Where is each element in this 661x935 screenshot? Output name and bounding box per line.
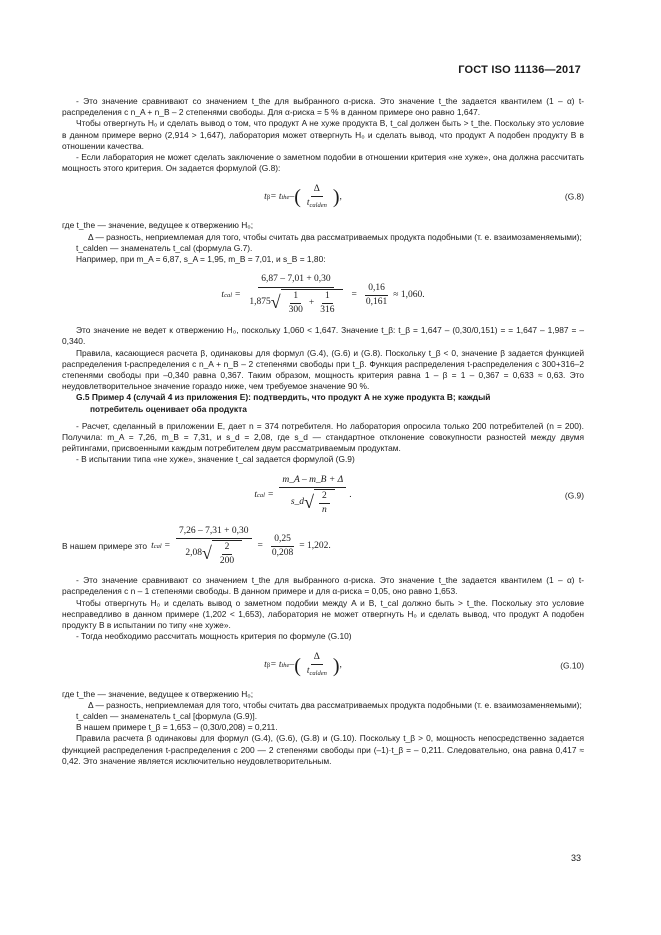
eq-plus: + xyxy=(308,297,315,308)
paren-close: ) xyxy=(332,654,340,677)
eq-sub: the xyxy=(281,661,290,669)
definition: Δ — разность, неприемлемая для того, чтобы считать два рассматриваемых продукта подобными (т. е. взаимозаменяемыми); xyxy=(88,231,582,242)
equation-number: (G.9) xyxy=(564,490,584,501)
example-label: В нашем примере это xyxy=(62,540,148,551)
eq-fraction: 7,26 – 7,31 + 0,30 2,08 √ $\frac{2}{200}$ xyxy=(176,526,251,568)
paragraph: - В испытании типа «не хуже», значение t_cal задается формулой (G.9) xyxy=(76,454,355,465)
paragraph: - Тогда необходимо рассчитать мощность критерия по формуле (G.10) xyxy=(76,631,352,642)
frac-den: 316 xyxy=(320,304,335,315)
eq-lhs-sub: cal xyxy=(153,542,162,550)
frac-den: 0,208 xyxy=(271,547,294,558)
eq-lhs: t xyxy=(254,490,258,501)
frac-den: s_d xyxy=(290,497,305,508)
eq-lhs: t xyxy=(221,289,225,300)
equation-g9: t cal = m_A – m_B + Δ s_d √ $\frac{2}{n}$ . (G.9) xyxy=(254,474,584,516)
frac-num: 1 xyxy=(322,291,333,304)
section-title-cont: потребитель оценивает оба продукта xyxy=(90,403,247,414)
eq-fraction: 6,87 – 7,01 + 0,30 1,875 √ $\frac{1}{300}$ + $\frac{1}{316}$ xyxy=(246,274,345,316)
paragraph: Правила расчета β одинаковы для формул (G.4), (G.6), (G.8) и (G.10). Поскольку t_β > 0, мощность непосредственно задается функцией распределения t-распределения с 200 — 2 степенями свободы при (–1)·t_β = – 0,211. Следовательно, она равна 0,417 ≈ 0,42. Это значение является исключительно неудовлетворительным. xyxy=(62,733,584,766)
paragraph: Например, при m_A = 6,87, s_A = 1,95, m_B = 7,01, и s_B = 1,80: xyxy=(76,254,326,265)
definition: где t_the — значение, ведущее к отвержению H₀; xyxy=(62,688,254,699)
eq-lhs-sub: β xyxy=(266,193,271,201)
eq-operator: = t xyxy=(270,659,282,670)
page-content xyxy=(62,96,584,767)
eq-lhs: t xyxy=(264,659,267,670)
frac-den: 0,161 xyxy=(365,296,388,307)
paragraph: - Расчет, сделанный в приложении E, дает n = 374 потребителя. Но лаборатория опросила только 200 потребителей (n = 200). Получила: m_A = 7,26, m_B = 7,31, и s_d = 2,08, где s_d — стандартное отклонение совокупности разностей между двумя рейтингами, присвоенными каждым потребителем двум рассматриваемым продуктам. xyxy=(62,420,584,454)
definition: где t_the — значение, ведущее к отвержению H₀; xyxy=(62,220,254,231)
paren-open: ( xyxy=(294,654,301,677)
frac-den-sub: calden xyxy=(309,201,327,209)
eq-minus: – xyxy=(289,191,295,202)
coef: 1,875 xyxy=(249,296,271,307)
frac-num: Δ xyxy=(311,652,323,665)
eq-lhs-sub: β xyxy=(266,661,271,669)
document-header: ГОСТ ISO 11136—2017 xyxy=(458,64,581,76)
eq-result: ≈ 1,060. xyxy=(393,289,425,300)
paragraph: - Это значение сравнивают со значением t_the для выбранного α-риска. Это значение t_the задается квантилем (1 – α) t-распределения с n – 1 степенями свободы. В данном примере и для α-риска = 0,05, оно равно 1,653. xyxy=(62,575,584,597)
frac-num: 1 xyxy=(290,291,301,304)
frac-num: 0,16 xyxy=(365,283,388,296)
eq-result: = 1,202. xyxy=(299,540,331,551)
eq-tail: , xyxy=(339,191,342,202)
eq-fraction xyxy=(304,652,330,679)
paragraph: - Это значение сравнивают со значением t_the для выбранного α-риска. Это значение t_the задается квантилем (1 – α) t-распределения с n_A + n_B – 2 степенями свободы. Для α-риска = 5 % в данном примере оно равно 1,647. xyxy=(62,96,584,118)
paragraph: Чтобы отвергнуть H₀ и сделать вывод о заметном подобии между A и B, t_cal должно быть > t_the. Поскольку это условие несправедливо в данном примере (1,202 < 1,653), лаборатория не может отвергнуть H₀ и сделать вывод, что продукт A подобен продукту B в испытании по типу «не хуже». xyxy=(62,597,584,631)
eq-tail: . xyxy=(349,490,352,501)
frac-num: 6,87 – 7,01 + 0,30 xyxy=(258,274,333,287)
frac-den: t xyxy=(306,197,310,208)
frac-den: n xyxy=(321,505,327,516)
paragraph: - Если лаборатория не может сделать заключение о заметном подобии в отношении критерия «не хуже», она должна рассчитать мощность этого критерия. Он задается формулой (G.8): xyxy=(62,152,584,174)
eq-lhs-sub: cal xyxy=(224,291,233,299)
definition: Δ — разность, неприемлемая для того, чтобы считать два рассматриваемых продукта подобными (т. е. взаимозаменяемыми); xyxy=(88,699,582,710)
page-number: 33 xyxy=(570,853,581,863)
frac-num: 2 xyxy=(222,542,233,555)
coef: 2,08 xyxy=(185,547,203,558)
eq-operator: = t xyxy=(270,191,282,202)
eq-fraction: m_A – m_B + Δ s_d √ $\frac{2}{n}$ xyxy=(279,475,346,517)
definition: t_calden — знаменатель t_cal (формула G.7). xyxy=(76,242,253,253)
eq-lhs-sub: cal xyxy=(257,492,265,500)
paragraph: Это значение не ведет к отвержению H₀, поскольку 1,060 < 1,647. Значение t_β: t_β = 1,647 – (0,30/0,151) = = 1,647 – 1,987 = – 0,340. xyxy=(62,325,584,347)
equation-example1: t cal = 6,87 – 7,01 + 0,30 1,875 √ $\frac{1}{300}$ + $\frac{1}{316}$ = $\frac{0,16}{0,161}$ ≈ 1,060. xyxy=(221,274,425,315)
paragraph: Чтобы отвергнуть H₀ и сделать вывод о том, что продукт A не хуже продукта B, t_cal должен быть > t_the. Поскольку это условие в данном примере верно (2,914 > 1,647), лаборатория может отвергнуть H₀ и сделать вывод, что продукт A подобен продукту B в отношении качества. xyxy=(62,118,584,151)
equation-g10 xyxy=(62,649,584,683)
frac-num: m_A – m_B + Δ xyxy=(279,475,346,488)
frac-den: t xyxy=(306,666,310,676)
eq-tail: , xyxy=(339,659,342,670)
paragraph: Правила, касающиеся расчета β, одинаковы для формул (G.4), (G.6) и (G.8). Поскольку t_β < 0, значение β задается функцией распределения t-распределения с n_A + n_B – 2 степенями свободы при t_β. Функция распределения t-распределения с 300+316–2 степенями свободы при –0,340 равна 0,367. Таким образом, мощность критерия равна 1 – β = 1 – 0,367 = 0,633 ≈ 0,63. Это неудовлетворительное значение гораздо ниже, чем требуемое значение 90 %. xyxy=(62,347,584,392)
equation-g8 xyxy=(62,180,584,214)
paren-close: ) xyxy=(332,186,340,209)
eq-lhs: t xyxy=(151,540,154,551)
frac-den: 200 xyxy=(219,556,235,567)
eq-sub: the xyxy=(281,193,290,201)
eq-minus: – xyxy=(289,659,295,670)
eq-fraction xyxy=(304,184,330,211)
paren-open: ( xyxy=(294,186,301,209)
equation-number: (G.8) xyxy=(564,191,584,202)
frac-num: 0,25 xyxy=(271,534,294,547)
frac-num: Δ xyxy=(311,184,323,197)
eq-lhs: t xyxy=(264,191,267,202)
equation-number: (G.10) xyxy=(560,659,584,670)
section-title: G.5 Пример 4 (случай 4 из приложения E): подтвердить, что продукт A не хуже продукта B; каждый xyxy=(76,392,491,403)
frac-num: 7,26 – 7,31 + 0,30 xyxy=(176,526,251,539)
frac-den-sub: calden xyxy=(309,670,327,677)
frac-den: 300 xyxy=(288,304,303,315)
equation-example2: В нашем примере это t cal = 7,26 – 7,31 + 0,30 2,08 √ $\frac{2}{200}$ = $\frac{0,25}{0,208}$ = 1,202. xyxy=(62,525,331,567)
frac-num: 2 xyxy=(319,491,330,504)
paragraph: В нашем примере t_β = 1,653 – (0,30/0,208) = 0,211. xyxy=(76,722,278,733)
definition: t_calden — знаменатель t_cal [формула (G.9)]. xyxy=(76,710,258,721)
